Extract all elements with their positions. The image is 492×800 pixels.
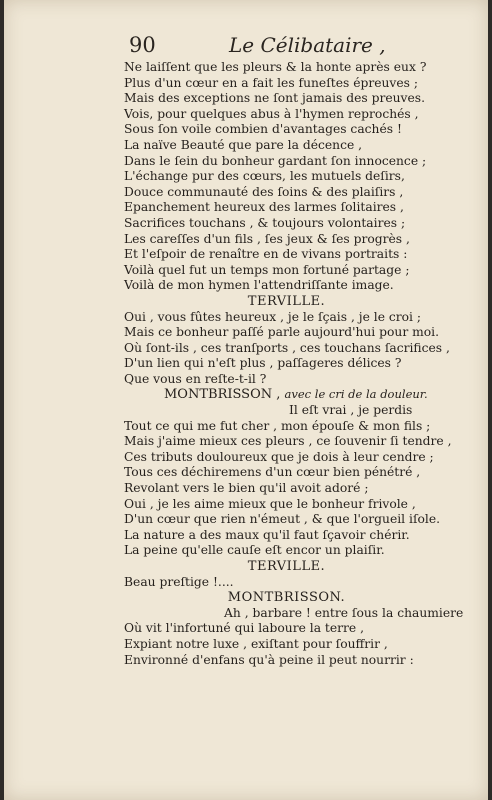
verse-line [124, 91, 469, 107]
verse-line [124, 263, 469, 279]
verse-line [124, 154, 469, 170]
line-text: Douce communauté des ſoins & des plaiſirs , [124, 184, 404, 199]
line-text: Plus d'un cœur en a fait les funeſtes épreuves ; [124, 75, 419, 90]
line-text: Voilà quel fut un temps mon fortuné partage ; [124, 262, 410, 277]
book-page [4, 0, 488, 800]
line-text: D'un lien qui n'eſt plus , paſſageres délices ? [124, 356, 402, 371]
verse-line [124, 465, 469, 481]
line-text: Les careſſes d'un fils , ſes jeux & ſes progrès , [124, 231, 410, 246]
line-text: Revolant vers le bien qu'il avoit adoré ; [124, 481, 369, 496]
verse-line [124, 60, 469, 76]
verse-line [124, 138, 469, 154]
line-text: Tous ces déchiremens d'un cœur bien pénétré , [124, 465, 421, 480]
verse-line [124, 356, 469, 372]
line-text: D'un cœur que rien n'émeut , & que l'orgueil iſole. [124, 512, 441, 527]
verse-text [124, 60, 469, 668]
line-text: Oui , vous fûtes heureux , je le ſçais , je le croi ; [124, 309, 422, 324]
verse-line [124, 481, 469, 497]
verse-line [124, 403, 469, 419]
verse-line [124, 497, 469, 513]
line-text: Et l'eſpoir de renaître en de vivans portraits : [124, 247, 408, 262]
line-text: Où ſont-ils , ces tranſports , ces touchans ſacrifices , [124, 340, 450, 355]
line-text: Vois, pour quelques abus à l'hymen reprochés , [124, 106, 419, 121]
line-text: La nature a des maux qu'il faut ſçavoir chérir. [124, 527, 410, 542]
line-text: Oui , je les aime mieux que le bonheur frivole , [124, 496, 416, 511]
line-text: TERVILLE. [247, 559, 326, 574]
verse-line [124, 325, 469, 341]
verse-line [124, 512, 469, 528]
verse-line [124, 637, 469, 653]
verse-line [124, 122, 469, 138]
line-text: MONTBRISSON. [227, 590, 346, 606]
verse-line [124, 621, 469, 637]
line-text: Epanchement heureux des larmes ſolitaires , [124, 200, 404, 215]
page-header [129, 33, 459, 61]
verse-line [124, 278, 469, 294]
line-text: Ne laiſſent que les pleurs & la honte après eux ? [124, 60, 427, 74]
verse-line [124, 310, 469, 326]
verse-line [124, 575, 469, 591]
line-text: Où vit l'infortuné qui laboure la terre , [124, 621, 365, 636]
line-text: La naïve Beauté que pare la décence , [124, 137, 363, 152]
line-text: L'échange pur des cœurs, les mutuels deſirs, [124, 169, 405, 184]
verse-line [124, 372, 469, 388]
verse-line [124, 528, 469, 544]
line-text: Mais j'aime mieux ces pleurs , ce ſouvenir ſi tendre , [124, 434, 452, 449]
verse-line [124, 543, 469, 559]
line-text: Sacrifices touchans , & toujours volontaires ; [124, 215, 406, 230]
line-text: Mais des exceptions ne ſont jamais des preuves. [124, 91, 425, 106]
line-text: Tout ce qui me fut cher , mon épouſe & mon fils ; [124, 418, 431, 433]
line-text: MONTBRISSON , [164, 387, 281, 403]
line-text: Expiant notre luxe , exiſtant pour ſouffrir , [124, 636, 388, 651]
verse-line [124, 216, 469, 232]
verse-line [124, 76, 469, 92]
verse-line [124, 247, 469, 263]
line-text: Ces tributs douloureux que je dois à leur cendre ; [124, 449, 434, 464]
verse-line [124, 450, 469, 466]
line-text: Dans le ſein du bonheur gardant ſon innocence ; [124, 153, 427, 168]
verse-line [124, 200, 469, 216]
speaker-name [124, 294, 469, 310]
line-text: Mais ce bonheur paſſé parle aujourd'hui pour moi. [124, 325, 440, 340]
line-text: La peine qu'elle cauſe eſt encor un plaiſir. [124, 543, 385, 558]
page-number: 90 [129, 33, 156, 57]
verse-line [124, 107, 469, 123]
line-text: Sous ſon voile combien d'avantages cachés ! [124, 122, 402, 137]
verse-line [124, 419, 469, 435]
speaker-name [124, 559, 469, 575]
line-text: Que vous en reſte-t-il ? [124, 371, 267, 386]
line-text: Voilà de mon hymen l'attendriſſante image. [124, 278, 394, 293]
verse-line [124, 434, 469, 450]
verse-line [124, 185, 469, 201]
line-text: Il eſt vrai , je perdis [289, 403, 413, 418]
running-title: Le Célibataire , [229, 33, 386, 57]
line-text: Environné d'enfans qu'à peine il peut nourrir : [124, 652, 414, 667]
line-text: Ah , barbare ! entre ſous la chaumiere [224, 605, 464, 620]
speaker-name [124, 387, 469, 403]
line-text: Beau preſtige !.... [124, 574, 234, 589]
line-text: TERVILLE. [247, 293, 326, 309]
speaker-name [124, 590, 469, 606]
verse-line [124, 653, 469, 669]
verse-line [124, 341, 469, 357]
stage-direction: avec le cri de la douleur. [284, 387, 428, 402]
verse-line [124, 232, 469, 248]
verse-line [124, 606, 469, 622]
verse-line [124, 169, 469, 185]
